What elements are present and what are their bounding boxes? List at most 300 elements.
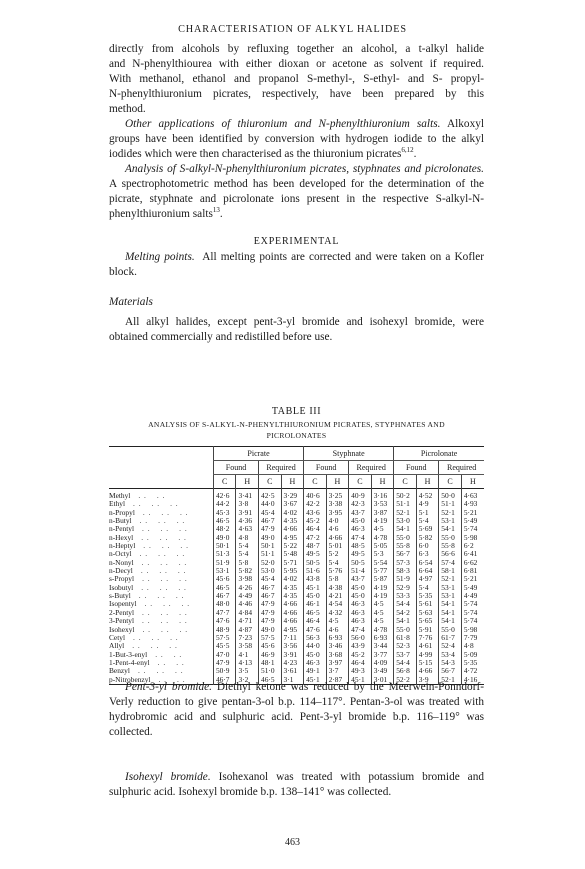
table-cell: 43·9	[349, 642, 372, 650]
table-cell: 4·21	[326, 592, 349, 600]
intro-line: and N-phenylthiourea with either dioxan or acetone as solvent if required.	[109, 58, 484, 70]
table-row	[109, 509, 484, 517]
leader-dots: . .	[176, 517, 186, 526]
table-cell: 47·0	[213, 651, 236, 659]
table-cell: 54·1	[439, 609, 462, 617]
table-cell: 47·9	[259, 617, 282, 625]
table-cell: 48·5	[349, 542, 372, 550]
compound-name: n-Hexyl	[109, 533, 134, 542]
analysis-paragraph	[109, 162, 484, 222]
table-cell: 57·5	[213, 634, 236, 642]
table-cell: 5·48	[281, 550, 304, 558]
leader-dots: . .	[141, 583, 150, 592]
compound-name: s-Propyl	[109, 575, 135, 584]
isohexyl-heading: Isohexyl bromide.	[125, 771, 211, 783]
table-cell: 5·2	[326, 550, 349, 558]
table-cell: 5·49	[461, 584, 484, 592]
other-applications-end: .	[413, 148, 417, 160]
table-cell: 3·9	[416, 676, 439, 685]
table-cell: 48·7	[304, 542, 327, 550]
table-cell: 47·9	[213, 659, 236, 667]
table-cell: 4·5	[371, 617, 394, 625]
table-cell: 54·1	[439, 600, 462, 608]
table-subtitle	[109, 420, 484, 441]
table-cell: 3·01	[371, 676, 394, 685]
header-element-c: C	[439, 475, 462, 489]
table-cell: 48·9	[213, 626, 236, 634]
table-cell: 42·6	[213, 489, 236, 501]
table-cell: 5·05	[371, 542, 394, 550]
leader-dots: . .	[142, 525, 151, 534]
table-cell: 5·4	[236, 542, 259, 550]
table-cell: 51·1	[439, 500, 462, 508]
table-cell: 46·7	[259, 584, 282, 592]
header-styphnate: Styphnate	[304, 447, 394, 461]
table-cell: 43·6	[304, 509, 327, 517]
table-row	[109, 667, 484, 675]
table-cell: 45·0	[304, 651, 327, 659]
table-cell: 7·11	[281, 634, 304, 642]
leader-dots: . .	[158, 550, 167, 559]
table-cell: 51·4	[349, 567, 372, 575]
table-cell: 4·54	[326, 600, 349, 608]
table-cell: 5·74	[461, 525, 484, 533]
leader-dots: . .	[144, 600, 154, 609]
table-cell: 53·0	[394, 517, 417, 525]
table-row	[109, 659, 484, 667]
table-cell: 4·5	[326, 617, 349, 625]
leader-dots: . .	[156, 667, 166, 676]
leader-dots: . .	[157, 592, 166, 601]
leader-dots: . .	[151, 633, 161, 642]
leader-dots: . .	[142, 508, 152, 517]
leader-dots: . .	[138, 491, 147, 500]
table-cell: 55·8	[394, 542, 417, 550]
table-cell: 55·0	[439, 626, 462, 634]
table-cell: 61·7	[439, 634, 462, 642]
table-cell: 54·1	[439, 525, 462, 533]
table-cell: 4·19	[371, 584, 394, 592]
table-cell: 46·7	[259, 517, 282, 525]
table-cell: 4·72	[461, 667, 484, 675]
intro-paragraph	[109, 42, 484, 117]
table-cell: 45·0	[349, 584, 372, 592]
table-cell: 46·4	[304, 525, 327, 533]
table-cell: 5·4	[236, 550, 259, 558]
materials-section	[109, 295, 484, 345]
leader-dots: . .	[178, 558, 188, 567]
table-cell: 57·3	[394, 559, 417, 567]
table-cell: 51·6	[304, 567, 327, 575]
table-cell: 2·87	[326, 676, 349, 685]
isohexyl-text: Isohexanol was treated with potassium bromide and sulphuric acid. Isohexyl bromide b.p. 138–141° was collected.	[109, 771, 484, 798]
compound-name: 3-Pentyl	[109, 617, 135, 626]
leader-dots: . .	[160, 608, 170, 617]
other-applications-heading: Other applications of thiuronium and N-phenylthiuronium salts.	[125, 118, 441, 130]
table-cell: 45·1	[304, 676, 327, 685]
table-cell: 3·1	[281, 676, 304, 685]
header-picrolonate: Picrolonate	[394, 447, 484, 461]
compound-name: Allyl	[109, 642, 125, 651]
table-cell: 5·54	[371, 559, 394, 567]
table-cell: 4·49	[461, 592, 484, 600]
table-cell: 6·0	[416, 542, 439, 550]
table-cell: 4·78	[371, 534, 394, 542]
melting-points-paragraph	[109, 250, 484, 280]
table-row	[109, 542, 484, 550]
table-cell: 4·5	[371, 600, 394, 608]
table-cell: 6·54	[416, 559, 439, 567]
leader-dots: . .	[159, 533, 169, 542]
compound-name: 1-But-3-enyl	[109, 650, 148, 659]
table-cell: 47·9	[259, 609, 282, 617]
table-cell: 6·81	[461, 567, 484, 575]
header-element-c: C	[304, 475, 327, 489]
leader-dots: . .	[176, 658, 185, 667]
table-cell: 5·01	[326, 542, 349, 550]
table-cell: 3·58	[236, 642, 259, 650]
table-cell: 55·0	[439, 534, 462, 542]
table-cell: 5·77	[371, 567, 394, 575]
table-row	[109, 575, 484, 583]
leader-dots: . .	[155, 650, 164, 659]
table-cell: 4·26	[236, 584, 259, 592]
table-cell: 40·9	[349, 489, 372, 501]
table-cell: 55·0	[394, 534, 417, 542]
running-head: CHARACTERISATION OF ALKYL HALIDES	[178, 24, 407, 35]
table-cell: 55·0	[394, 626, 417, 634]
header-element-h: H	[416, 475, 439, 489]
table-cell: 5·65	[416, 617, 439, 625]
melting-points-text: All melting points are corrected and were taken on a Kofler block.	[109, 251, 485, 278]
table-cell: 53·1	[213, 567, 236, 575]
table-cell: 4·52	[416, 489, 439, 501]
table-cell: 44·0	[304, 642, 327, 650]
table-cell: 5·4	[416, 517, 439, 525]
header-element-h: H	[461, 475, 484, 489]
table-cell: 55·8	[439, 542, 462, 550]
table-cell: 4·63	[236, 525, 259, 533]
table-cell: 6·62	[461, 559, 484, 567]
table-cell: 51·9	[394, 575, 417, 583]
table-cell: 3·53	[371, 500, 394, 508]
table-cell: 4·35	[281, 584, 304, 592]
table-cell: 46·7	[259, 592, 282, 600]
table-cell: 48·1	[259, 659, 282, 667]
table-row	[109, 550, 484, 558]
table-cell: 4·93	[461, 500, 484, 508]
table-cell: 4·66	[326, 534, 349, 542]
table-cell: 4·84	[236, 609, 259, 617]
leader-dots: . .	[160, 558, 169, 567]
leader-dots: . .	[158, 517, 167, 526]
table-cell: 46·3	[349, 600, 372, 608]
table-cell: 45·6	[213, 575, 236, 583]
leader-dots: . .	[142, 625, 151, 634]
table-cell: 42·2	[304, 500, 327, 508]
table-cell: 5·82	[416, 534, 439, 542]
table-cell: 52·0	[259, 559, 282, 567]
leader-dots: . .	[177, 567, 187, 576]
table-cell: 47·6	[213, 617, 236, 625]
table-cell: 46·5	[213, 584, 236, 592]
leader-dots: . .	[142, 608, 151, 617]
table-cell: 47·4	[349, 626, 372, 634]
leader-dots: . .	[176, 550, 186, 559]
table-cell: 5·87	[371, 575, 394, 583]
compound-name: n-Propyl	[109, 508, 135, 517]
table-cell: 3·29	[281, 489, 304, 501]
table-cell: 5·22	[281, 542, 304, 550]
table-row	[109, 626, 484, 634]
table-cell: 45·4	[259, 509, 282, 517]
table-cell: 53·7	[394, 651, 417, 659]
table-cell: 45·5	[213, 642, 236, 650]
table-cell: 4·8	[461, 642, 484, 650]
header-picrolonate-found: Found	[394, 461, 439, 475]
table-cell: 44·2	[213, 500, 236, 508]
leader-dots: . .	[141, 533, 150, 542]
table-cell: 4·19	[371, 592, 394, 600]
table-cell: 58·1	[439, 567, 462, 575]
table-header-blank	[109, 447, 213, 461]
table-cell: 52·4	[439, 642, 462, 650]
leader-dots: . .	[156, 491, 166, 500]
table-cell: 45·0	[349, 517, 372, 525]
leader-dots: . .	[161, 508, 170, 517]
leader-dots: . .	[178, 583, 187, 592]
table-cell: 46·4	[304, 617, 327, 625]
leader-dots: . .	[160, 525, 170, 534]
leader-dots: . .	[178, 533, 187, 542]
table-cell: 6·93	[326, 634, 349, 642]
table-cell: 3·77	[371, 651, 394, 659]
table-cell: 4·32	[326, 609, 349, 617]
leader-dots: . .	[180, 542, 189, 551]
table-cell: 5·98	[461, 626, 484, 634]
header-picrolonate-required: Required	[439, 461, 484, 475]
leader-dots: . .	[169, 642, 178, 651]
table-cell: 3·38	[326, 500, 349, 508]
table-cell: 47·6	[304, 626, 327, 634]
isohexyl-paragraph	[109, 770, 484, 800]
table-cell: 53·1	[439, 517, 462, 525]
table-cell: 50·0	[439, 489, 462, 501]
table-cell: 45·4	[259, 575, 282, 583]
compound-name: Isopentyl	[109, 600, 137, 609]
table-cell: 4·16	[461, 676, 484, 685]
table-cell: 7·76	[416, 634, 439, 642]
intro-text	[109, 42, 484, 117]
table-cell: 3·49	[371, 667, 394, 675]
table-cell: 5·74	[461, 617, 484, 625]
table-cell: 5·74	[461, 609, 484, 617]
table-cell: 45·1	[349, 676, 372, 685]
table-row	[109, 592, 484, 600]
table-cell: 52·1	[394, 509, 417, 517]
table-cell: 3·44	[371, 642, 394, 650]
leader-dots: . .	[138, 592, 148, 601]
leader-dots: . .	[179, 608, 188, 617]
table-cell: 5·1	[416, 509, 439, 517]
table-cell: 49·5	[304, 550, 327, 558]
table-cell: 4·09	[371, 659, 394, 667]
compound-name: n-Nonyl	[109, 558, 134, 567]
table-cell: 48·2	[213, 525, 236, 533]
header-element-c: C	[259, 475, 282, 489]
other-applications-ref: 6,12	[401, 146, 414, 155]
table-cell: 45·3	[213, 509, 236, 517]
table-cell: 5·69	[416, 525, 439, 533]
table-cell: 48·0	[213, 600, 236, 608]
table-cell: 4·8	[236, 534, 259, 542]
table-cell: 4·5	[371, 609, 394, 617]
leader-dots: . .	[151, 500, 161, 509]
header-element-c: C	[394, 475, 417, 489]
table-cell: 4·5	[371, 525, 394, 533]
table-cell: 49·3	[349, 667, 372, 675]
table-cell: 3·98	[236, 575, 259, 583]
table-cell: 53·1	[439, 584, 462, 592]
leader-dots: . .	[177, 675, 186, 684]
table-cell: 49·5	[349, 550, 372, 558]
leader-dots: . .	[142, 575, 151, 584]
table-cell: 56·7	[439, 667, 462, 675]
table-subtitle-line-2: PICROLONATES	[266, 430, 327, 440]
table-cell: 6·93	[371, 634, 394, 642]
table-cell: 6·3	[416, 550, 439, 558]
table-cell: 50·1	[213, 542, 236, 550]
table-cell: 46·5	[259, 676, 282, 685]
table-row	[109, 500, 484, 508]
table-cell: 4·13	[236, 659, 259, 667]
table-cell: 52·1	[439, 575, 462, 583]
table-cell: 3·61	[281, 667, 304, 675]
table-cell: 3·2	[236, 676, 259, 685]
leader-dots: . .	[133, 633, 142, 642]
table-cell: 46·3	[349, 609, 372, 617]
table-cell: 3·67	[281, 500, 304, 508]
table-row	[109, 534, 484, 542]
table-cell: 54·4	[394, 659, 417, 667]
leader-dots: . .	[150, 642, 160, 651]
table-cell: 44·0	[259, 500, 282, 508]
table-cell: 46·9	[259, 651, 282, 659]
table-row	[109, 567, 484, 575]
table-cell: 42·5	[259, 489, 282, 501]
table-cell: 51·0	[259, 667, 282, 675]
leader-dots: . .	[170, 500, 179, 509]
other-applications-text: Alkoxyl groups have been identified by conversion with hydrogen iodide to the alkyl iodides which were then characterised as the thiuronium picrates	[109, 118, 485, 160]
table-row	[109, 651, 484, 659]
table-row	[109, 525, 484, 533]
table-cell: 49·0	[259, 534, 282, 542]
table-cell: 46·3	[349, 525, 372, 533]
table-cell: 47·9	[259, 600, 282, 608]
header-element-h: H	[236, 475, 259, 489]
leader-dots: . .	[142, 617, 151, 626]
leader-dots: . .	[141, 558, 151, 567]
leader-dots: . .	[179, 575, 188, 584]
table-cell: 6·2	[461, 542, 484, 550]
table-cell: 5·49	[461, 517, 484, 525]
table-cell: 52·2	[394, 676, 417, 685]
pent-3-yl-heading: Pent-3-yl bromide.	[125, 681, 212, 693]
leader-dots: . .	[160, 617, 170, 626]
compound-name: 2-Pentyl	[109, 608, 135, 617]
leader-dots: . .	[179, 508, 189, 517]
table-cell: 49·0	[259, 626, 282, 634]
table-cell: 3·16	[371, 489, 394, 501]
melting-points-heading: Melting points.	[125, 251, 195, 263]
table-cell: 50·5	[304, 559, 327, 567]
table-cell: 4·02	[281, 575, 304, 583]
table-cell: 57·4	[439, 559, 462, 567]
table-cell: 3·7	[326, 667, 349, 675]
table-cell: 7·23	[236, 634, 259, 642]
compound-name: p-Nitrobenzyl	[109, 675, 151, 684]
table-cell: 4·9	[416, 500, 439, 508]
leader-dots: . .	[179, 625, 189, 634]
table-cell: 43·7	[349, 575, 372, 583]
table-cell: 56·6	[439, 550, 462, 558]
analysis-end: .	[219, 208, 223, 220]
table-cell: 45·0	[349, 592, 372, 600]
table-cell: 52·1	[439, 676, 462, 685]
table-cell: 3·68	[326, 651, 349, 659]
table-cell: 6·41	[461, 550, 484, 558]
leader-dots: . .	[173, 650, 183, 659]
table-cell: 5·74	[461, 600, 484, 608]
table-cell: 4·46	[236, 600, 259, 608]
leader-dots: . .	[137, 667, 147, 676]
compound-name: Ethyl	[109, 500, 126, 509]
table-cell: 5·35	[461, 659, 484, 667]
table-row	[109, 517, 484, 525]
table-cell: 5·95	[281, 567, 304, 575]
table-cell: 5·15	[416, 659, 439, 667]
table-cell: 6·64	[416, 567, 439, 575]
leader-dots: . .	[161, 542, 171, 551]
table-cell: 5·76	[326, 567, 349, 575]
table-cell: 45·2	[304, 517, 327, 525]
leader-dots: . .	[175, 667, 184, 676]
table-cell: 5·98	[461, 534, 484, 542]
table-cell: 46·7	[213, 592, 236, 600]
table-cell: 50·1	[259, 542, 282, 550]
table-cell: 4·66	[281, 525, 304, 533]
table-cell: 54·1	[439, 617, 462, 625]
table-subtitle-line-1: ANALYSIS OF S-ALKYL-N-PHENYLTHIURONIUM PICRATES, STYPHNATES AND	[148, 420, 445, 429]
pent-3-yl-paragraph	[109, 680, 484, 740]
header-picrate: Picrate	[213, 447, 303, 461]
table-cell: 4·61	[416, 642, 439, 650]
header-styphnate-found: Found	[304, 461, 349, 475]
compound-name: Cetyl	[109, 633, 126, 642]
table-cell: 47·9	[259, 525, 282, 533]
materials-heading: Materials	[109, 296, 153, 308]
table-cell: 40·6	[304, 489, 327, 501]
table-cell: 47·4	[349, 534, 372, 542]
table-cell: 5·4	[326, 559, 349, 567]
analysis-table	[109, 446, 484, 685]
table-cell: 51·1	[259, 550, 282, 558]
header-element-c: C	[349, 475, 372, 489]
table-cell: 54·2	[394, 609, 417, 617]
table-cell: 4·95	[281, 534, 304, 542]
table-cell: 52·9	[394, 584, 417, 592]
table-cell: 45·0	[304, 592, 327, 600]
